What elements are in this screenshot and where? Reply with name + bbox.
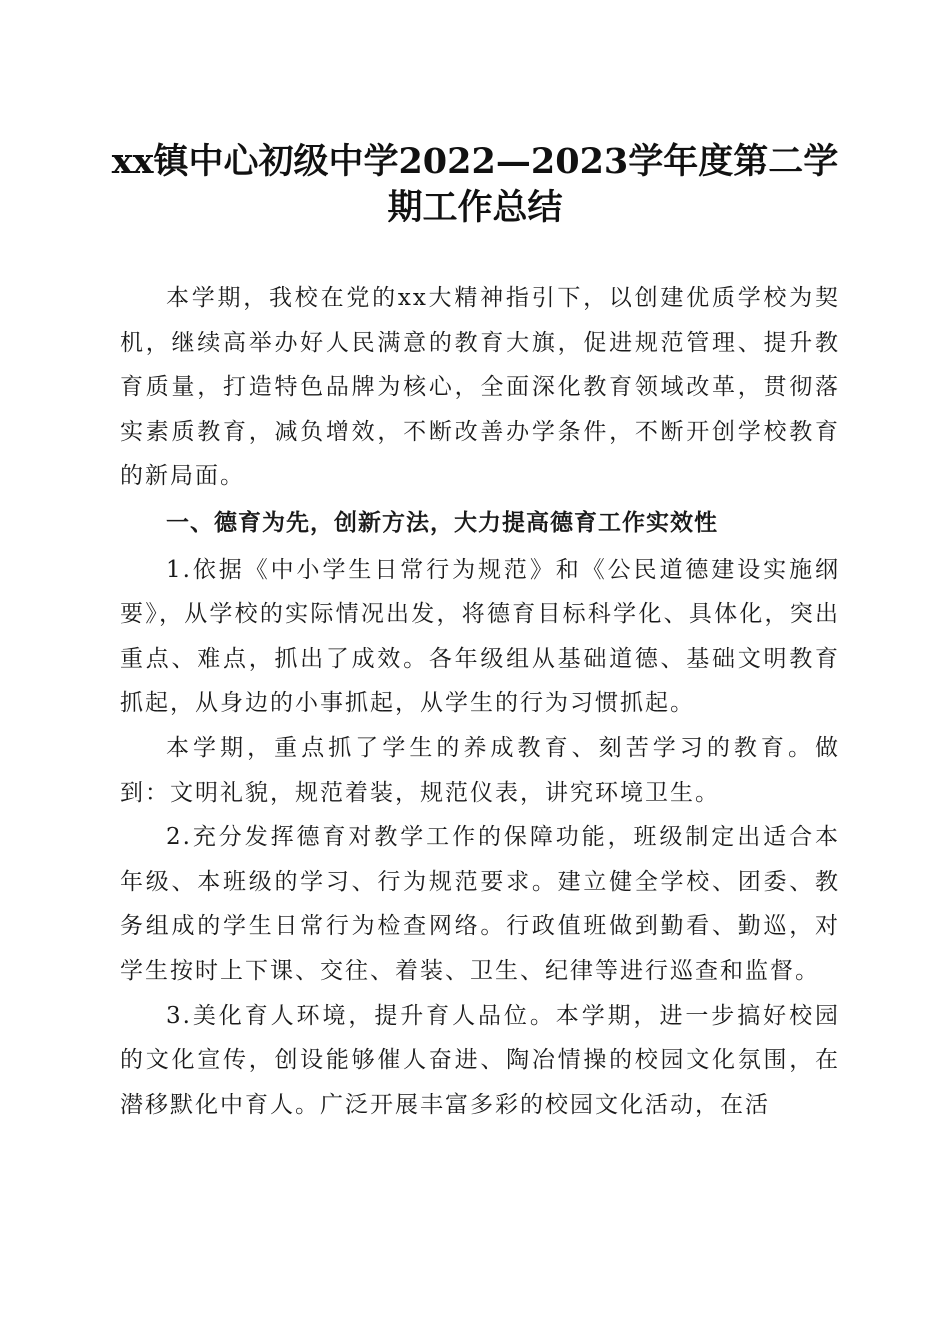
body-paragraph-3: 2.充分发挥德育对教学工作的保障功能，班级制定出适合本年级、本班级的学习、行为规范要求。建立健全学校、团委、教务组成的学生日常行为检查网络。行政值班做到勤看、勤巡，对学生按时上下课、交往、着装、卫生、纪律等进行巡查和监督。 bbox=[120, 824, 840, 984]
document-title-line-1: xx镇中心初级中学2022—2023学年度第二学 bbox=[111, 141, 839, 182]
body-paragraph-1: 1.依据《中小学生日常行为规范》和《公民道德建设实施纲要》，从学校的实际情况出发，将德育目标科学化、具体化，突出重点、难点，抓出了成效。各年级组从基础道德、基础文明教育抓起，从身边的小事抓起，从学生的行为习惯抓起。 bbox=[120, 556, 840, 717]
body-paragraph-4: 3.美化育人环境，提升育人品位。本学期，进一步搞好校园的文化宣传，创设能够催人奋进、陶冶情操的校园文化氛围，在潜移默化中育人。广泛开展丰富多彩的校园文化活动，在活 bbox=[120, 1002, 840, 1118]
document-body bbox=[120, 276, 840, 1127]
body-paragraph-2: 本学期，重点抓了学生的养成教育、刻苦学习的教育。做到：文明礼貌，规范着装，规范仪表，讲究环境卫生。 bbox=[120, 734, 840, 806]
document-title-line-2: 期工作总结 bbox=[387, 187, 563, 228]
section-heading-moral-education: 一、德育为先，创新方法，大力提高德育工作实效性 bbox=[166, 509, 718, 536]
intro-paragraph: 本学期，我校在党的xx大精神指引下，以创建优质学校为契机，继续高举办好人民满意的教育大旗，促进规范管理、提升教育质量，打造特色品牌为核心，全面深化教育领域改革，贯彻落实素质教育，减负增效，不断改善办学条件，不断开创学校教育的新局面。 bbox=[120, 285, 840, 490]
